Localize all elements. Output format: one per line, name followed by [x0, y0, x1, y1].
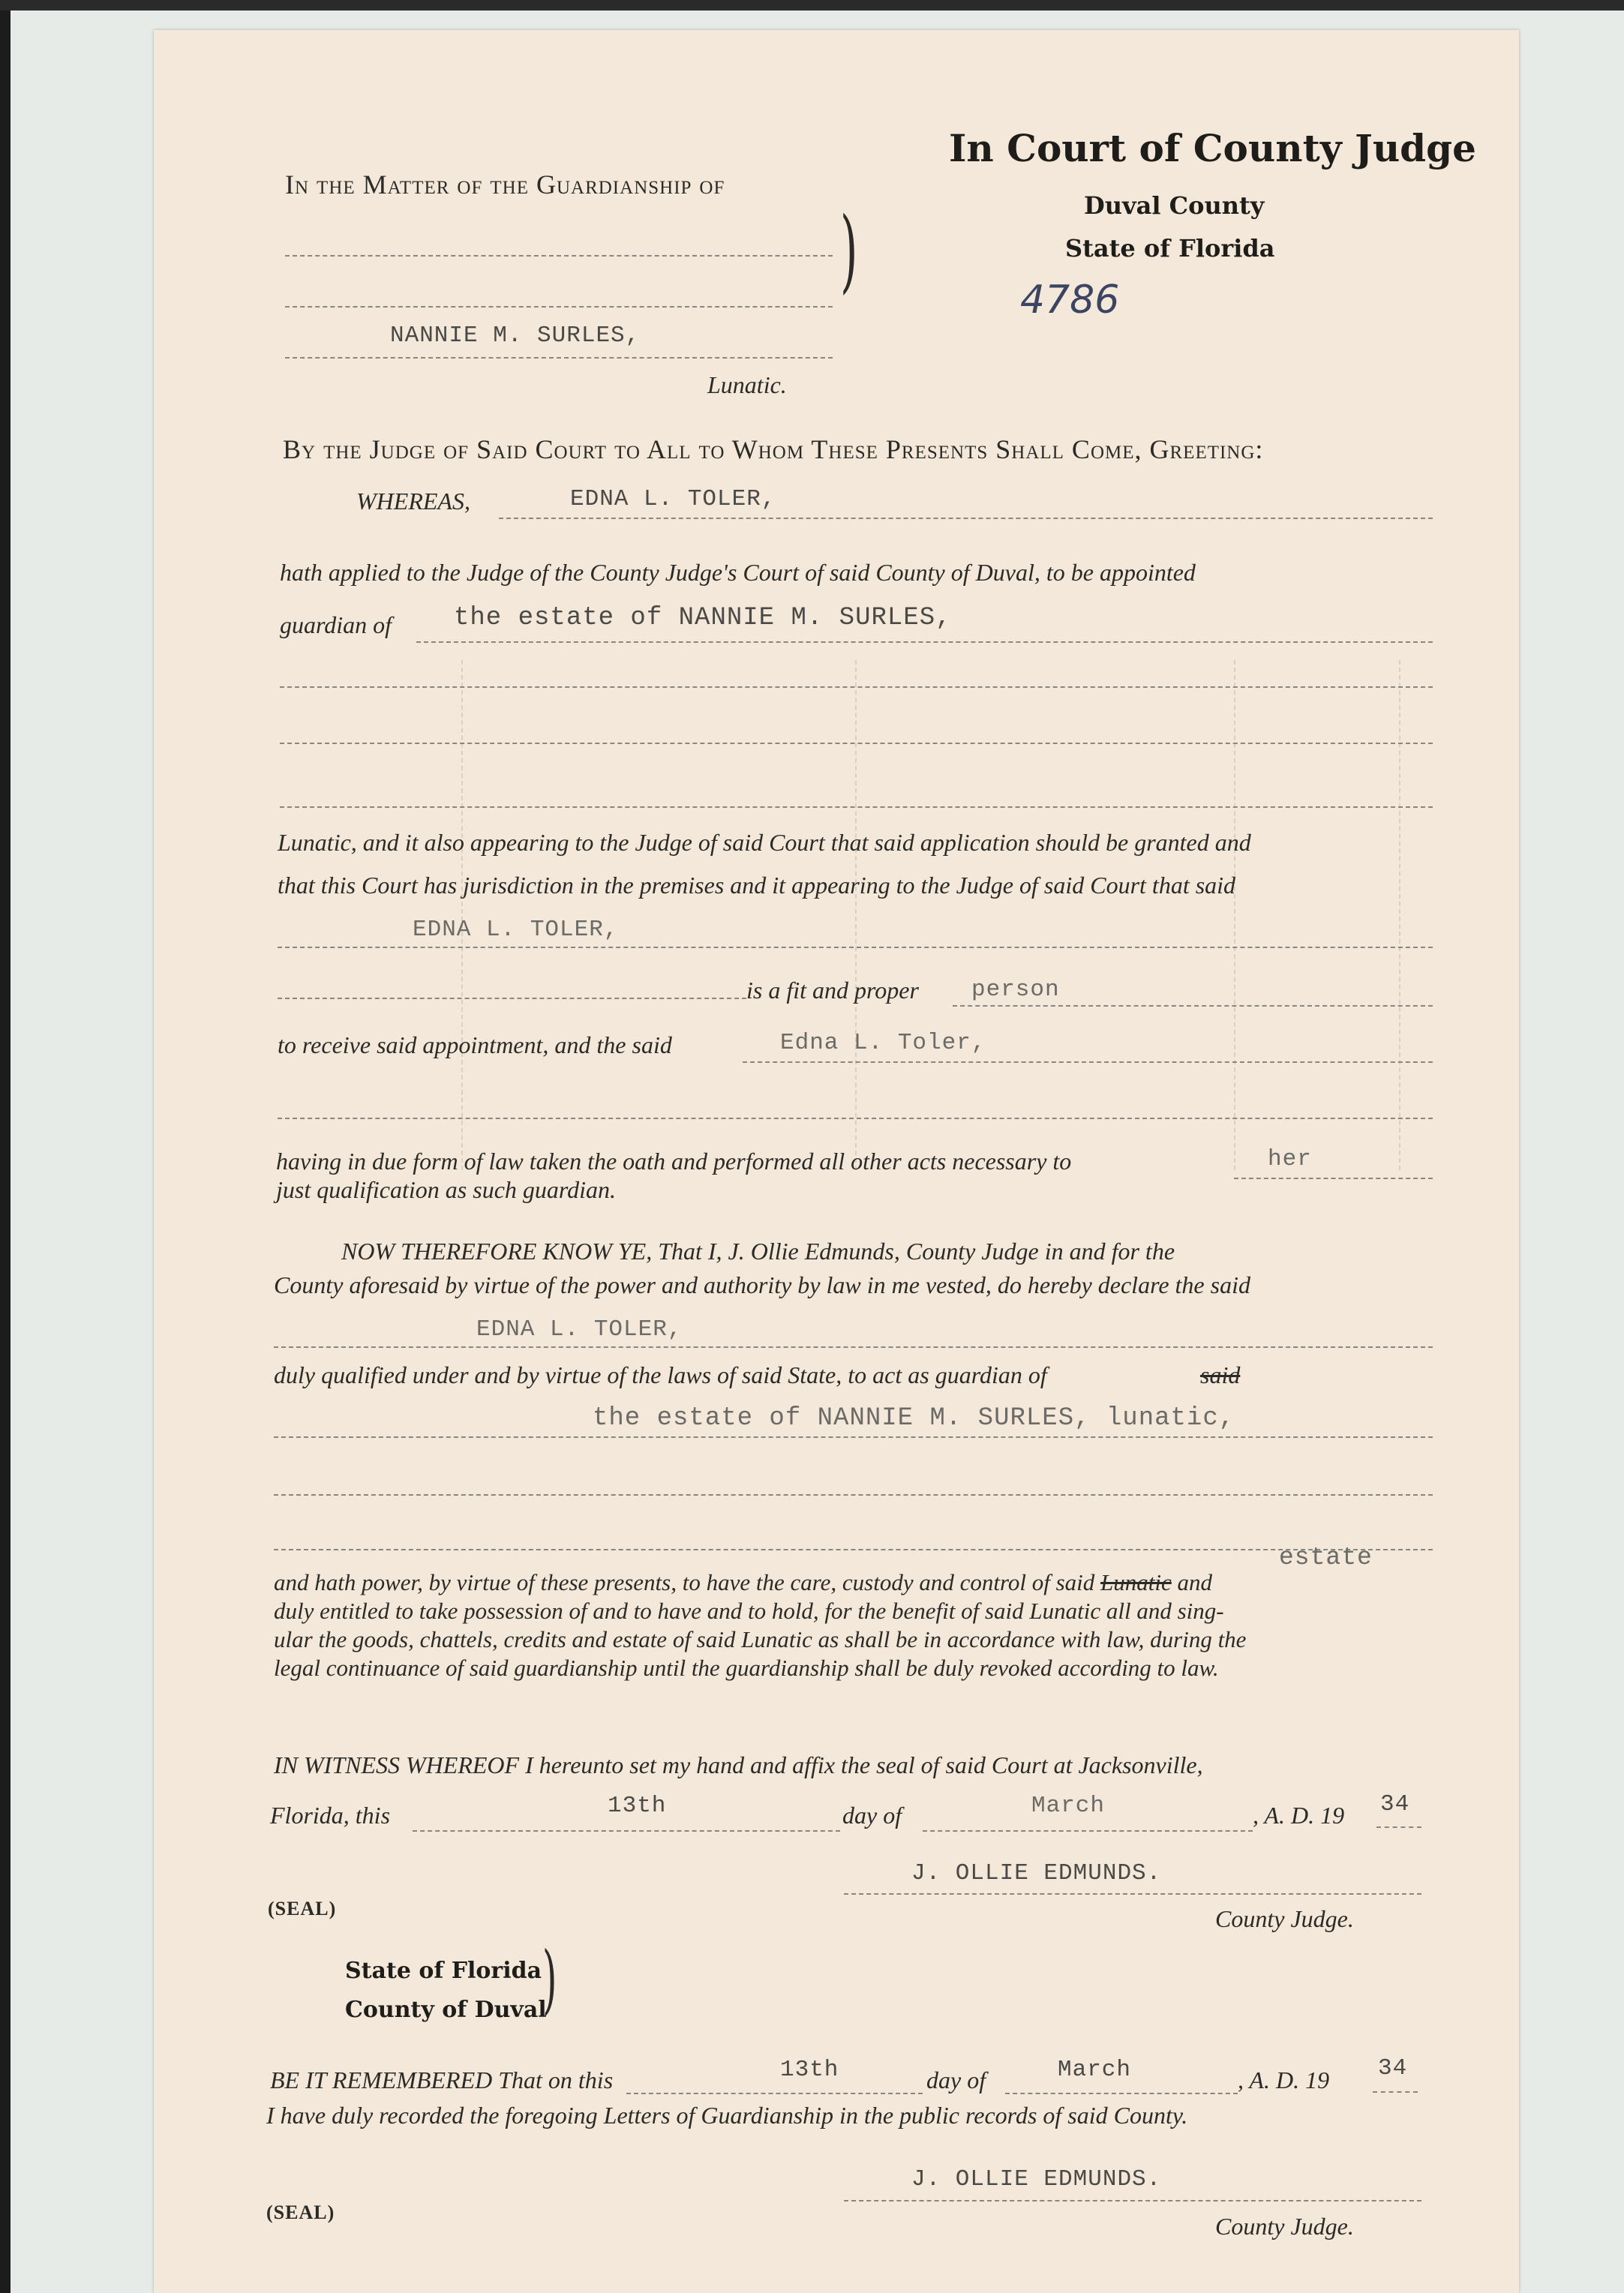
qualification-line: just qualification as such guardian. — [276, 1176, 617, 1203]
blank-line — [626, 2093, 923, 2094]
blank-line — [413, 1830, 840, 1832]
blank-line — [285, 255, 833, 257]
recording-state: State of Florida — [345, 1958, 542, 1984]
court-title: In Court of County Judge — [949, 126, 1476, 170]
bleed-through-line — [461, 660, 463, 1170]
recording-day-of: day of — [926, 2066, 986, 2093]
applicant-name: EDNA L. TOLER, — [570, 486, 776, 512]
blank-line — [285, 357, 833, 359]
fit-person-name: EDNA L. TOLER, — [413, 917, 619, 943]
whereas-text: hath applied to the Judge of the County Judge's Court of said County of Duval, to be appointed — [280, 559, 1196, 586]
fit-label: is a fit and proper — [746, 977, 919, 1004]
blank-line — [1376, 1826, 1421, 1828]
findings-line2: that this Court has jurisdiction in the premises and it appearing to the Judge of said Court that said — [278, 872, 1236, 899]
declared-guardian-value: the estate of NANNIE M. SURLES, lunatic, — [593, 1404, 1235, 1433]
recording-ad: , A. D. 19 — [1238, 2066, 1330, 2093]
witness-day-of: day of — [842, 1802, 902, 1829]
recording-day: 13th — [780, 2057, 839, 2083]
recording-line2: I have duly recorded the foregoing Letters of Guardianship in the public records of said County. — [266, 2102, 1188, 2129]
witness-line: IN WITNESS WHEREOF I hereunto set my hand and affix the seal of said Court at Jacksonville, — [274, 1751, 1203, 1778]
recording-seal: (SEAL) — [266, 2201, 335, 2223]
inserted-word: estate — [1279, 1544, 1373, 1571]
powers-line3: ular the goods, chattels, credits and estate of said Lunatic as shall be in accordance with law, during the — [274, 1626, 1247, 1652]
declaration-line1: NOW THEREFORE KNOW YE, That I, J. Ollie Edmunds, County Judge in and for the — [341, 1238, 1175, 1265]
signature-line — [844, 1893, 1421, 1895]
recording-line1: BE IT REMEMBERED That on this — [270, 2066, 614, 2093]
struck-word: Lunatic — [1100, 1569, 1172, 1595]
signature-line — [844, 2200, 1421, 2201]
recording-signature: J. OLLIE EDMUNDS. — [911, 2166, 1162, 2192]
witness-seal: (SEAL) — [268, 1898, 337, 1919]
witness-day: 13th — [608, 1793, 667, 1819]
blank-line — [953, 1005, 1433, 1007]
powers-line2: duly entitled to take possession of and to have and to hold, for the benefit of said Lunatic all and sing- — [274, 1598, 1224, 1624]
blank-line — [278, 998, 746, 999]
blank-line — [1234, 1178, 1433, 1179]
blank-line — [280, 806, 1433, 808]
brace: ) — [840, 199, 858, 303]
recording-month: March — [1058, 2057, 1132, 2083]
witness-year: 34 — [1380, 1791, 1410, 1817]
blank-line — [285, 306, 833, 308]
declared-name: EDNA L. TOLER, — [476, 1316, 683, 1343]
oath-value: her — [1268, 1146, 1312, 1172]
blank-line — [280, 743, 1433, 744]
blank-line — [274, 1436, 1433, 1438]
greeting: By the Judge of Said Court to All to Whom These Presents Shall Come, Greeting: — [283, 434, 1264, 464]
scan-left-border — [0, 11, 11, 2293]
guardian-of-value: the estate of NANNIE M. SURLES, — [454, 604, 952, 632]
blank-line — [274, 1549, 1433, 1550]
bleed-through-line — [855, 660, 857, 1170]
oath-line: having in due form of law taken the oath and performed all other acts necessary to — [276, 1148, 1072, 1175]
document-page — [154, 30, 1519, 2293]
witness-ad: , A. D. 19 — [1253, 1802, 1345, 1829]
qualified-line: duly qualified under and by virtue of the laws of said State, to act as guardian of — [274, 1361, 1047, 1388]
blank-line — [416, 641, 1433, 643]
findings-line1: Lunatic, and it also appearing to the Judge of said Court that said application should be granted and — [278, 829, 1251, 856]
blank-line — [274, 1494, 1433, 1496]
blank-line — [499, 518, 1433, 519]
ward-name: NANNIE M. SURLES, — [390, 323, 641, 349]
blank-line — [280, 686, 1433, 688]
receive-name: Edna L. Toler, — [780, 1030, 986, 1056]
blank-line — [278, 1118, 1433, 1119]
witness-month: March — [1031, 1793, 1106, 1819]
witness-signature: J. OLLIE EDMUNDS. — [911, 1860, 1162, 1886]
powers-line4: legal continuance of said guardianship until the guardianship shall be duly revoked according to law. — [274, 1655, 1219, 1681]
blank-line — [274, 1346, 1433, 1348]
blank-line — [278, 947, 1433, 948]
scan-top-border — [0, 0, 1624, 11]
brace: ) — [542, 1935, 557, 2023]
declaration-line2: County aforesaid by virtue of the power and authority by law in me vested, do hereby declare the said — [274, 1271, 1250, 1298]
guardian-of-label: guardian of — [280, 611, 392, 638]
recording-title: County Judge. — [1215, 2213, 1354, 2240]
county-name: Duval County — [1084, 191, 1265, 220]
whereas-label: WHEREAS, — [356, 488, 470, 515]
witness-title: County Judge. — [1215, 1905, 1354, 1932]
struck-word: said — [1200, 1361, 1241, 1388]
matter-label: In the Matter of the Guardianship of — [285, 170, 725, 200]
powers-line1: and hath power, by virtue of these presents, to have the care, custody and control of said Lunatic and — [274, 1569, 1213, 1595]
fit-value: person — [971, 977, 1060, 1003]
ward-status: Lunatic. — [707, 371, 787, 398]
case-number: 4786 — [1020, 278, 1120, 323]
blank-line — [743, 1061, 1433, 1063]
receive-label: to receive said appointment, and the said — [278, 1031, 672, 1058]
florida-this: Florida, this — [270, 1802, 391, 1829]
state-name: State of Florida — [1065, 234, 1275, 263]
recording-county: County of Duval — [345, 1997, 547, 2023]
blank-line — [1373, 2091, 1418, 2093]
blank-line — [923, 1830, 1253, 1832]
bleed-through-line — [1234, 660, 1235, 1170]
blank-line — [1005, 2093, 1238, 2094]
recording-year: 34 — [1378, 2055, 1408, 2081]
bleed-through-line — [1399, 660, 1400, 1170]
